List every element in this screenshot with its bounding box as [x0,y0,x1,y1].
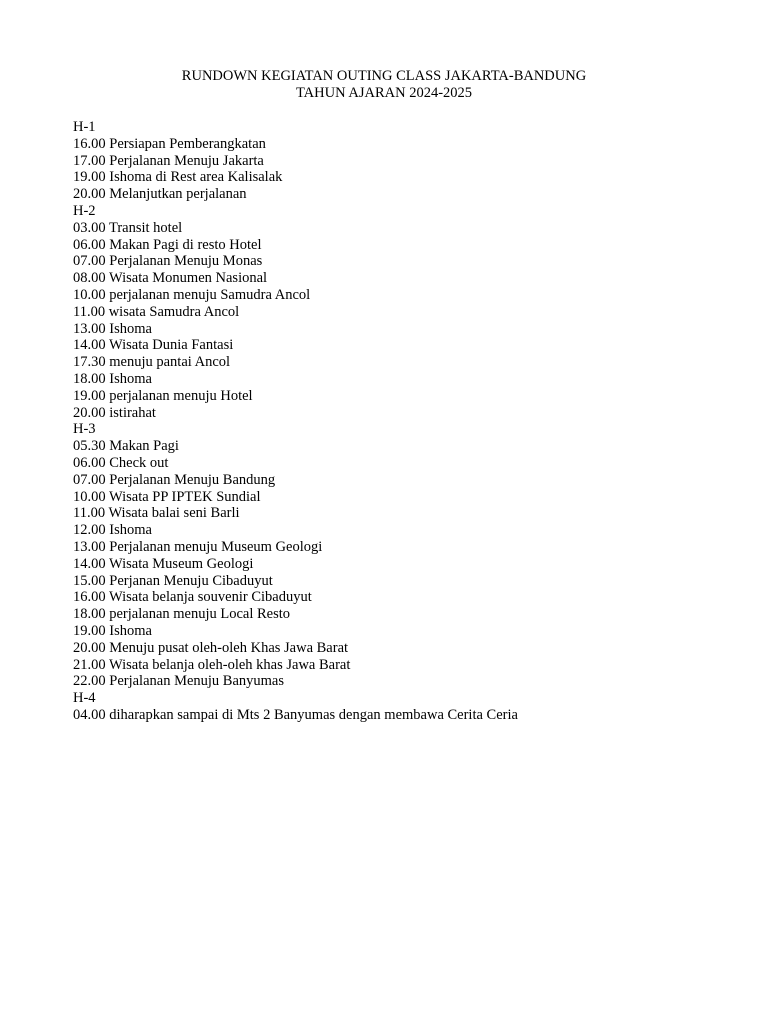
schedule-entry: 13.00 Ishoma [73,320,152,337]
day-section-h3 [73,421,713,690]
schedule-entry: 10.00 perjalanan menuju Samudra Ancol [73,286,311,303]
schedule-entry: 20.00 Melanjutkan perjalanan [73,186,247,203]
day-label: H-3 [73,421,96,438]
schedule-entry: 07.00 Perjalanan Menuju Monas [73,253,263,270]
schedule-entry: 21.00 Wisata belanja oleh-oleh khas Jawa Barat [73,656,351,673]
schedule-entry: 17.00 Perjalanan Menuju Jakarta [73,152,264,169]
schedule-entry: 07.00 Perjalanan Menuju Bandung [73,471,276,488]
schedule-entry: 06.00 Check out [73,454,169,471]
schedule-entry: 19.00 Ishoma [73,622,152,639]
schedule-entry: 18.00 Ishoma [73,370,152,387]
schedule-entry: 16.00 Persiapan Pemberangkatan [73,135,266,152]
schedule-list [73,119,713,724]
schedule-entry: 12.00 Ishoma [73,522,152,539]
schedule-entry: 17.30 menuju pantai Ancol [73,354,231,371]
schedule-entry: 10.00 Wisata PP IPTEK Sundial [73,488,261,505]
schedule-entry: 08.00 Wisata Monumen Nasional [73,270,268,287]
day-label: H-4 [73,690,96,707]
day-section-h2 [73,203,713,421]
schedule-entry: 16.00 Wisata belanja souvenir Cibaduyut [73,589,312,606]
title-line-1: RUNDOWN KEGIATAN OUTING CLASS JAKARTA-BANDUNG [181,68,587,84]
schedule-entry: 11.00 Wisata balai seni Barli [73,505,240,522]
schedule-entry: 20.00 Menuju pusat oleh-oleh Khas Jawa Barat [73,639,349,656]
schedule-entry: 11.00 wisata Samudra Ancol [73,303,240,320]
title-line-2: TAHUN AJARAN 2024-2025 [295,85,473,101]
schedule-entry: 13.00 Perjalanan menuju Museum Geologi [73,538,323,555]
schedule-entry: 15.00 Perjanan Menuju Cibaduyut [73,572,273,589]
day-section-h1 [73,119,713,203]
schedule-entry: 03.00 Transit hotel [73,219,183,236]
schedule-entry: 22.00 Perjalanan Menuju Banyumas [73,673,285,690]
schedule-entry: 06.00 Makan Pagi di resto Hotel [73,236,262,253]
schedule-entry: 19.00 Ishoma di Rest area Kalisalak [73,169,283,186]
day-section-h4 [73,690,713,724]
schedule-entry: 18.00 perjalanan menuju Local Resto [73,606,291,623]
schedule-entry: 14.00 Wisata Museum Geologi [73,555,254,572]
day-label: H-1 [73,119,96,135]
schedule-entry: 14.00 Wisata Dunia Fantasi [73,337,234,354]
schedule-entry: 05.30 Makan Pagi [73,438,179,455]
document-title [0,68,768,102]
day-label: H-2 [73,202,96,219]
schedule-entry: 20.00 istirahat [73,404,156,421]
schedule-entry: 19.00 perjalanan menuju Hotel [73,387,253,404]
schedule-entry: 04.00 diharapkan sampai di Mts 2 Banyumas dengan membawa Cerita Ceria [73,706,518,723]
